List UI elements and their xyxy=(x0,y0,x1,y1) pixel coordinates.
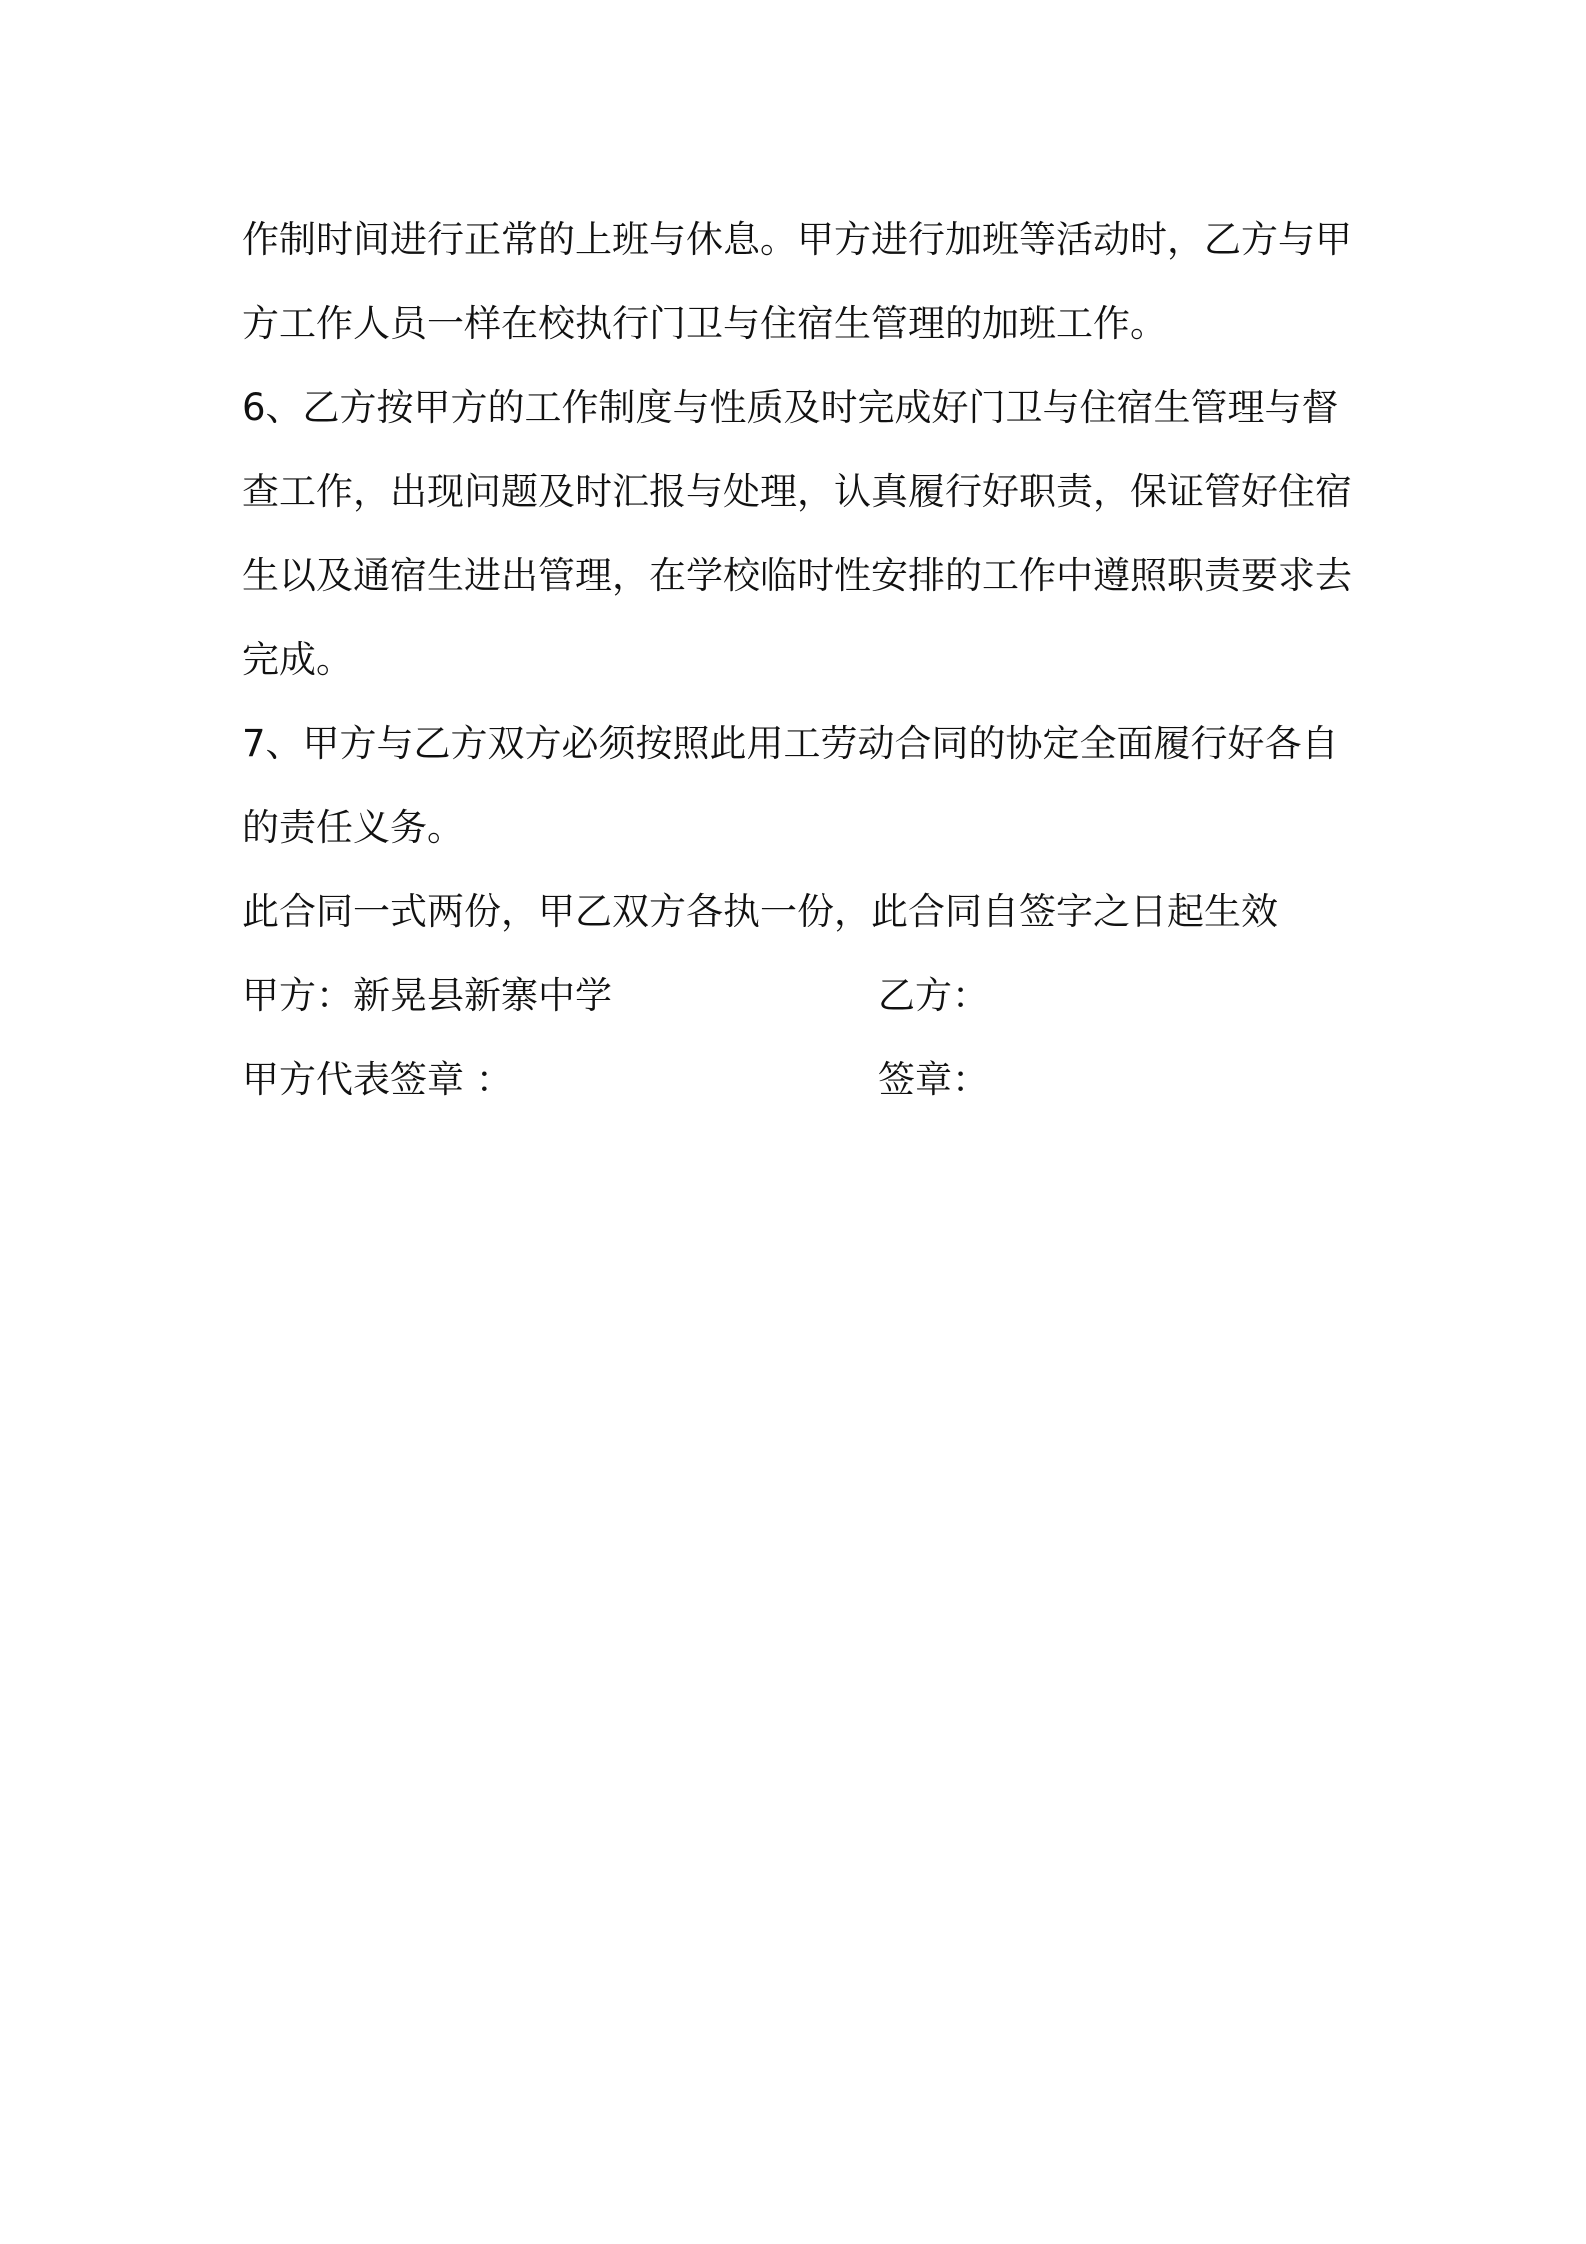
clause-6-line: 生以及通宿生进出管理，在学校临时性安排的工作中遵照职责要求去 xyxy=(242,554,1352,597)
clause-7-line: 的责任义务。 xyxy=(242,806,464,849)
party-b-label: 乙方： xyxy=(878,974,989,1017)
clause-6-line: 6、乙方按甲方的工作制度与性质及时完成好门卫与住宿生管理与督 xyxy=(242,386,1339,429)
party-b-seal-label: 签章： xyxy=(878,1058,989,1101)
effective-statement: 此合同一式两份，甲乙双方各执一份，此合同自签字之日起生效 xyxy=(242,890,1278,933)
party-a-label: 甲方：新晃县新寨中学 xyxy=(242,974,612,1017)
contract-body xyxy=(242,198,1362,1122)
clause-6-line: 查工作，出现问题及时汇报与处理，认真履行好职责，保证管好住宿 xyxy=(242,470,1352,513)
party-a-rep-seal-label: 甲方代表签章 ： xyxy=(242,1058,513,1101)
signature-row-seals xyxy=(242,1038,1362,1122)
signature-row-parties xyxy=(242,954,1362,1038)
clause-6-line: 完成。 xyxy=(242,638,353,681)
clause-7-line: 7、甲方与乙方双方必须按照此用工劳动合同的协定全面履行好各自 xyxy=(242,722,1339,765)
paragraph-line: 作制时间进行正常的上班与休息。甲方进行加班等活动时，乙方与甲 xyxy=(242,218,1352,261)
paragraph-line: 方工作人员一样在校执行门卫与住宿生管理的加班工作。 xyxy=(242,302,1167,345)
